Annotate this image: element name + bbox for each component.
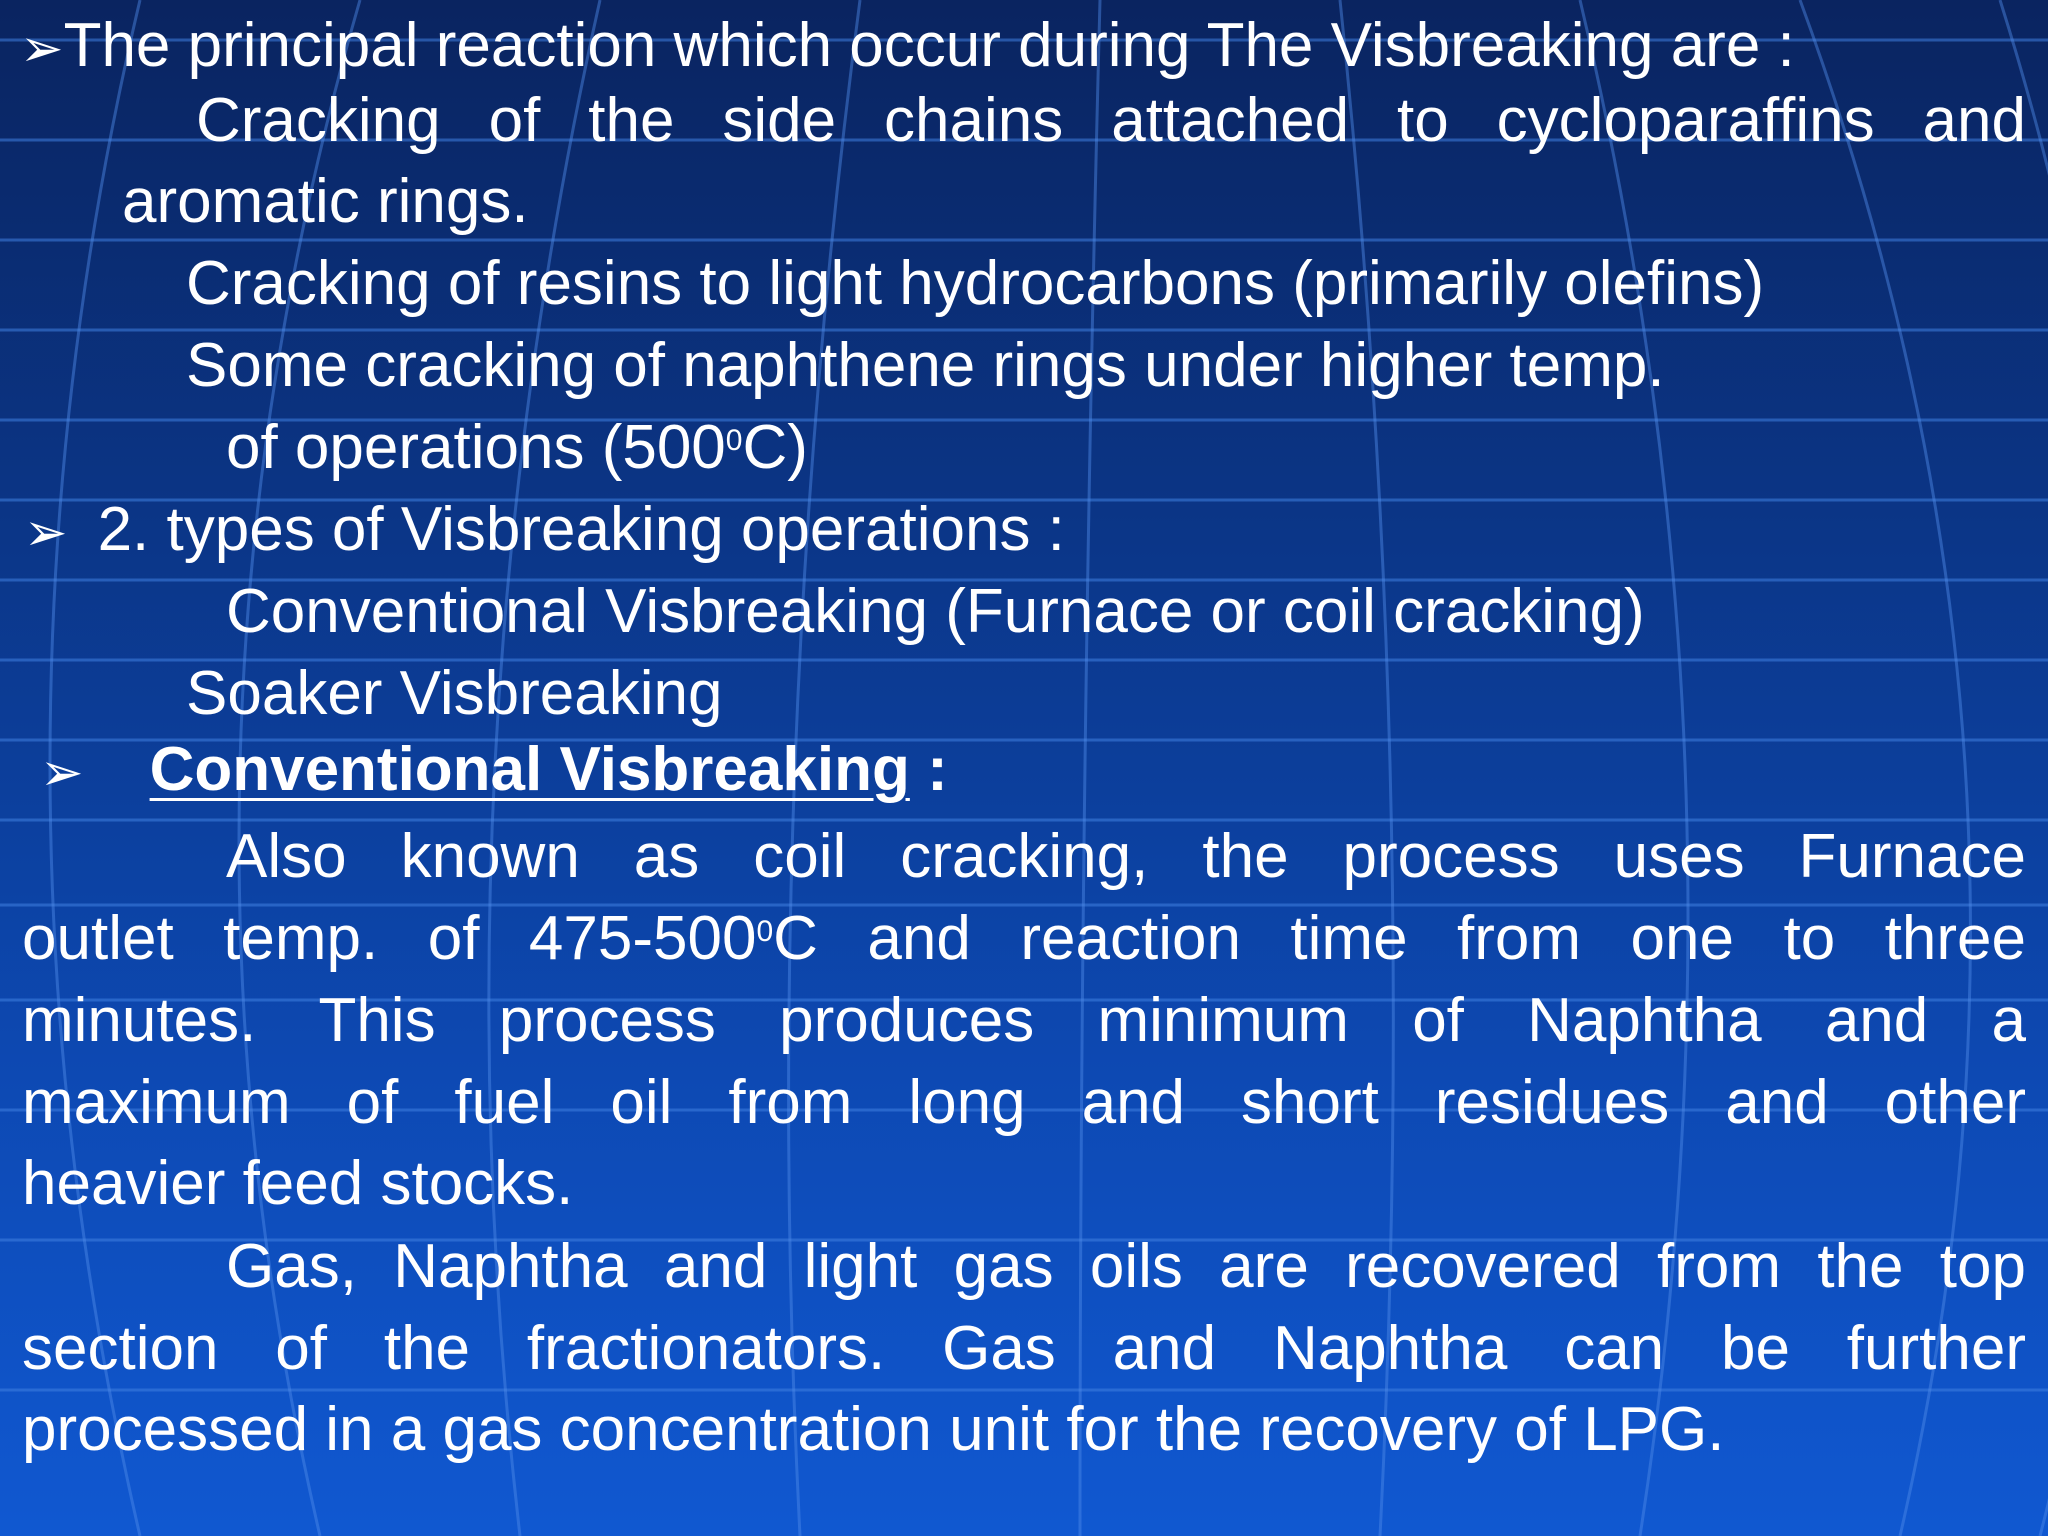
conventional-para-2-line-2: section of the fractionators. Gas and Naphtha can be further <box>22 1314 2026 1383</box>
conventional-para-1-line-5: heavier feed stocks. <box>22 1149 574 1218</box>
reaction-item-3-text-b: C) <box>742 413 808 482</box>
conventional-para-1-line-1: Also known as coil cracking, the process uses Furnace <box>226 822 2026 891</box>
reaction-item-1-line-2: aromatic rings. <box>122 167 529 236</box>
para-1-line-2-text-a: outlet temp. of 475-500 <box>22 904 757 973</box>
heading-colon: : <box>909 735 948 804</box>
para-1-line-2-text-b: C and reaction time from one to three <box>773 904 2027 973</box>
conventional-para-2-line-1: Gas, Naphtha and light gas oils are recovered from the top <box>226 1232 2026 1301</box>
degree-superscript: 0 <box>725 424 743 457</box>
reaction-item-3-line-1: Some cracking of naphthene rings under higher temp. <box>186 331 1665 400</box>
intro-text: The principal reaction which occur during The Visbreaking are : <box>63 11 1795 80</box>
conventional-heading: Conventional Visbreaking <box>149 735 910 804</box>
conventional-para-1-line-2 <box>22 898 2026 980</box>
types-text: 2. types of Visbreaking operations : <box>97 495 1065 564</box>
arrow-bullet-icon: ➢ <box>24 503 68 563</box>
reaction-item-3-line-2 <box>226 412 808 484</box>
arrow-bullet-icon: ➢ <box>20 19 64 79</box>
arrow-bullet-icon: ➢ <box>40 743 84 803</box>
conventional-heading-row <box>40 734 948 809</box>
conventional-para-2-line-3: processed in a gas concentration unit for the recovery of LPG. <box>22 1395 1725 1464</box>
reaction-item-1-line-1: Cracking of the side chains attached to cycloparaffins and <box>196 86 2026 155</box>
types-item-1: Conventional Visbreaking (Furnace or coil cracking) <box>226 577 1645 646</box>
conventional-para-1-line-3: minutes. This process produces minimum of Naphtha and a <box>22 986 2026 1055</box>
reaction-item-2: Cracking of resins to light hydrocarbons (primarily olefins) <box>186 249 1765 318</box>
types-item-2: Soaker Visbreaking <box>186 659 723 728</box>
reaction-item-3-text-a: of operations (500 <box>226 413 726 482</box>
conventional-para-1-line-4: maximum of fuel oil from long and short residues and other <box>22 1068 2026 1137</box>
intro-bullet <box>20 10 1795 85</box>
degree-superscript: 0 <box>756 915 774 948</box>
types-bullet <box>24 494 1065 569</box>
